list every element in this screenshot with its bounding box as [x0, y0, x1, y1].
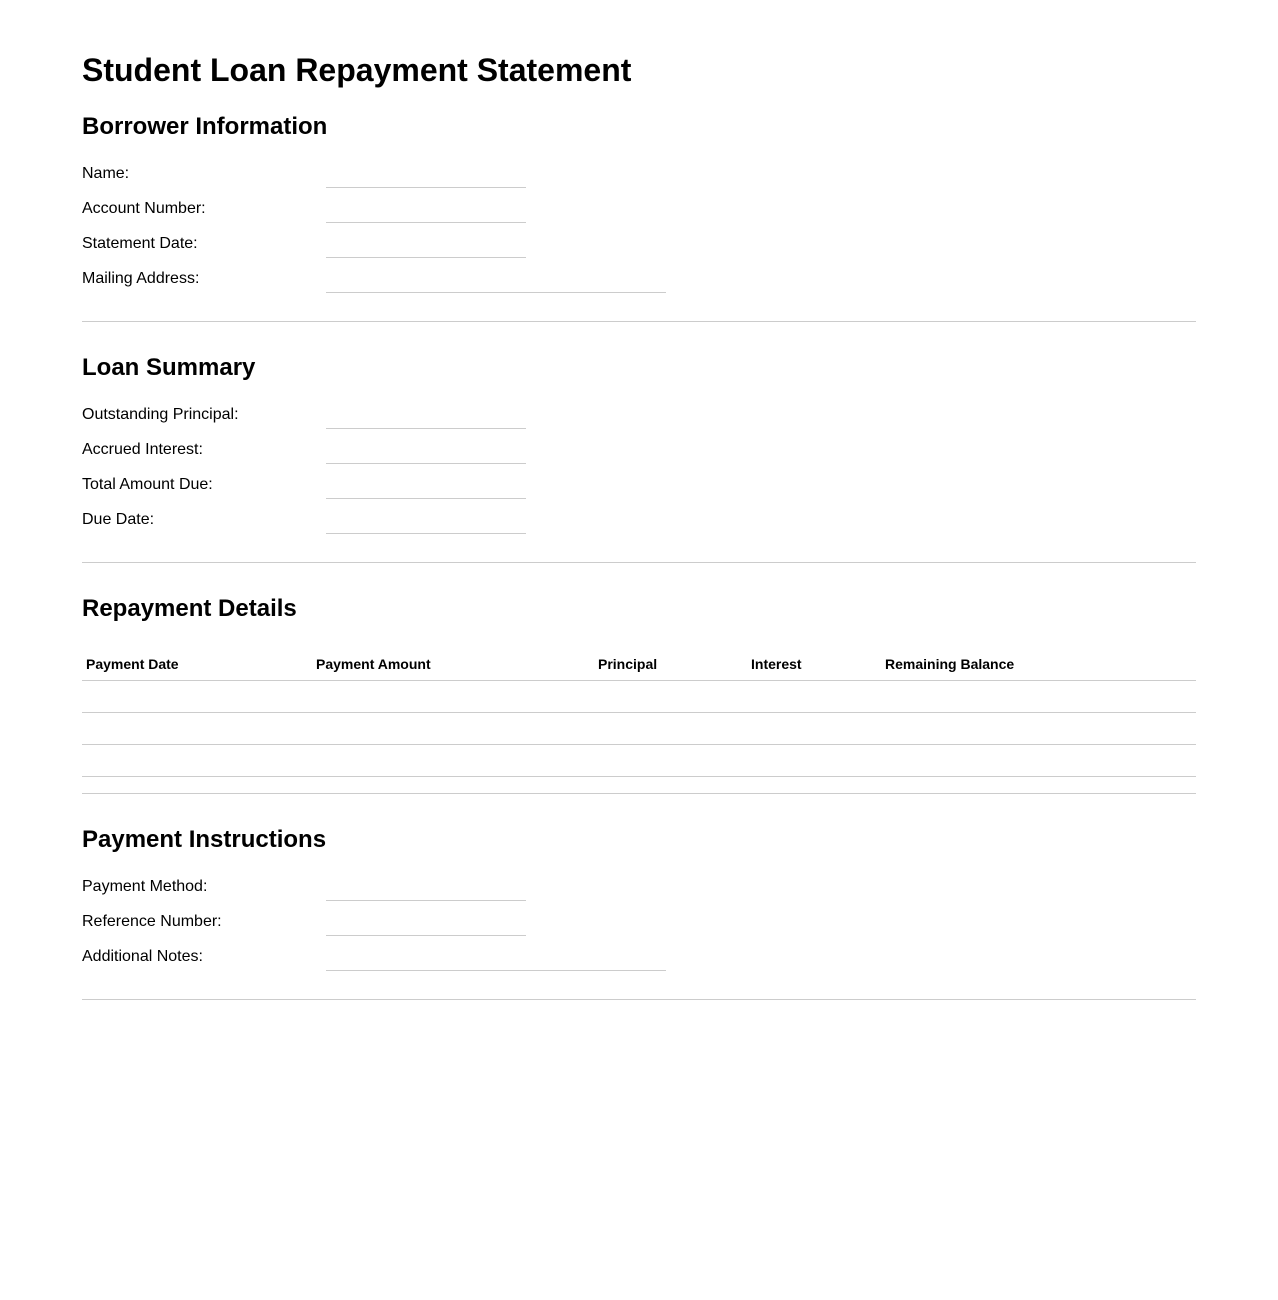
section-divider — [82, 793, 1196, 794]
column-header-interest: Interest — [751, 656, 802, 672]
accrued-interest-field[interactable] — [326, 437, 526, 464]
table-row — [82, 745, 1196, 776]
label-due-date: Due Date: — [82, 511, 155, 528]
label-statement-date: Statement Date: — [82, 235, 198, 252]
table-row — [82, 713, 1196, 744]
section-heading-payment-instructions: Payment Instructions — [82, 826, 327, 853]
statement-date-field[interactable] — [326, 231, 526, 258]
column-header-principal: Principal — [598, 656, 658, 672]
label-mailing-address: Mailing Address: — [82, 270, 200, 287]
reference-number-field[interactable] — [326, 909, 526, 936]
label-outstanding-principal: Outstanding Principal: — [82, 406, 239, 423]
table-row — [82, 681, 1196, 712]
label-name: Name: — [82, 165, 130, 182]
label-payment-method: Payment Method: — [82, 878, 208, 895]
account-number-field[interactable] — [326, 196, 526, 223]
label-additional-notes: Additional Notes: — [82, 948, 203, 965]
total-amount-due-field[interactable] — [326, 472, 526, 499]
label-total-amount-due: Total Amount Due: — [82, 476, 213, 493]
table-row-rule — [82, 776, 1196, 777]
section-heading-loan-summary: Loan Summary — [82, 354, 256, 381]
additional-notes-field[interactable] — [326, 944, 666, 971]
section-divider — [82, 999, 1196, 1000]
outstanding-principal-field[interactable] — [326, 402, 526, 429]
column-header-payment-amount: Payment Amount — [316, 656, 431, 672]
page-title: Student Loan Repayment Statement — [82, 52, 632, 88]
section-divider — [82, 321, 1196, 322]
section-divider — [82, 562, 1196, 563]
payment-method-field[interactable] — [326, 874, 526, 901]
column-header-remaining-balance: Remaining Balance — [885, 656, 1015, 672]
label-account-number: Account Number: — [82, 200, 206, 217]
section-heading-borrower: Borrower Information — [82, 113, 328, 140]
name-field[interactable] — [326, 161, 526, 188]
label-reference-number: Reference Number: — [82, 913, 222, 930]
mailing-address-field[interactable] — [326, 266, 666, 293]
section-heading-repayment-details: Repayment Details — [82, 595, 297, 622]
column-header-payment-date: Payment Date — [86, 656, 179, 672]
due-date-field[interactable] — [326, 507, 526, 534]
label-accrued-interest: Accrued Interest: — [82, 441, 203, 458]
